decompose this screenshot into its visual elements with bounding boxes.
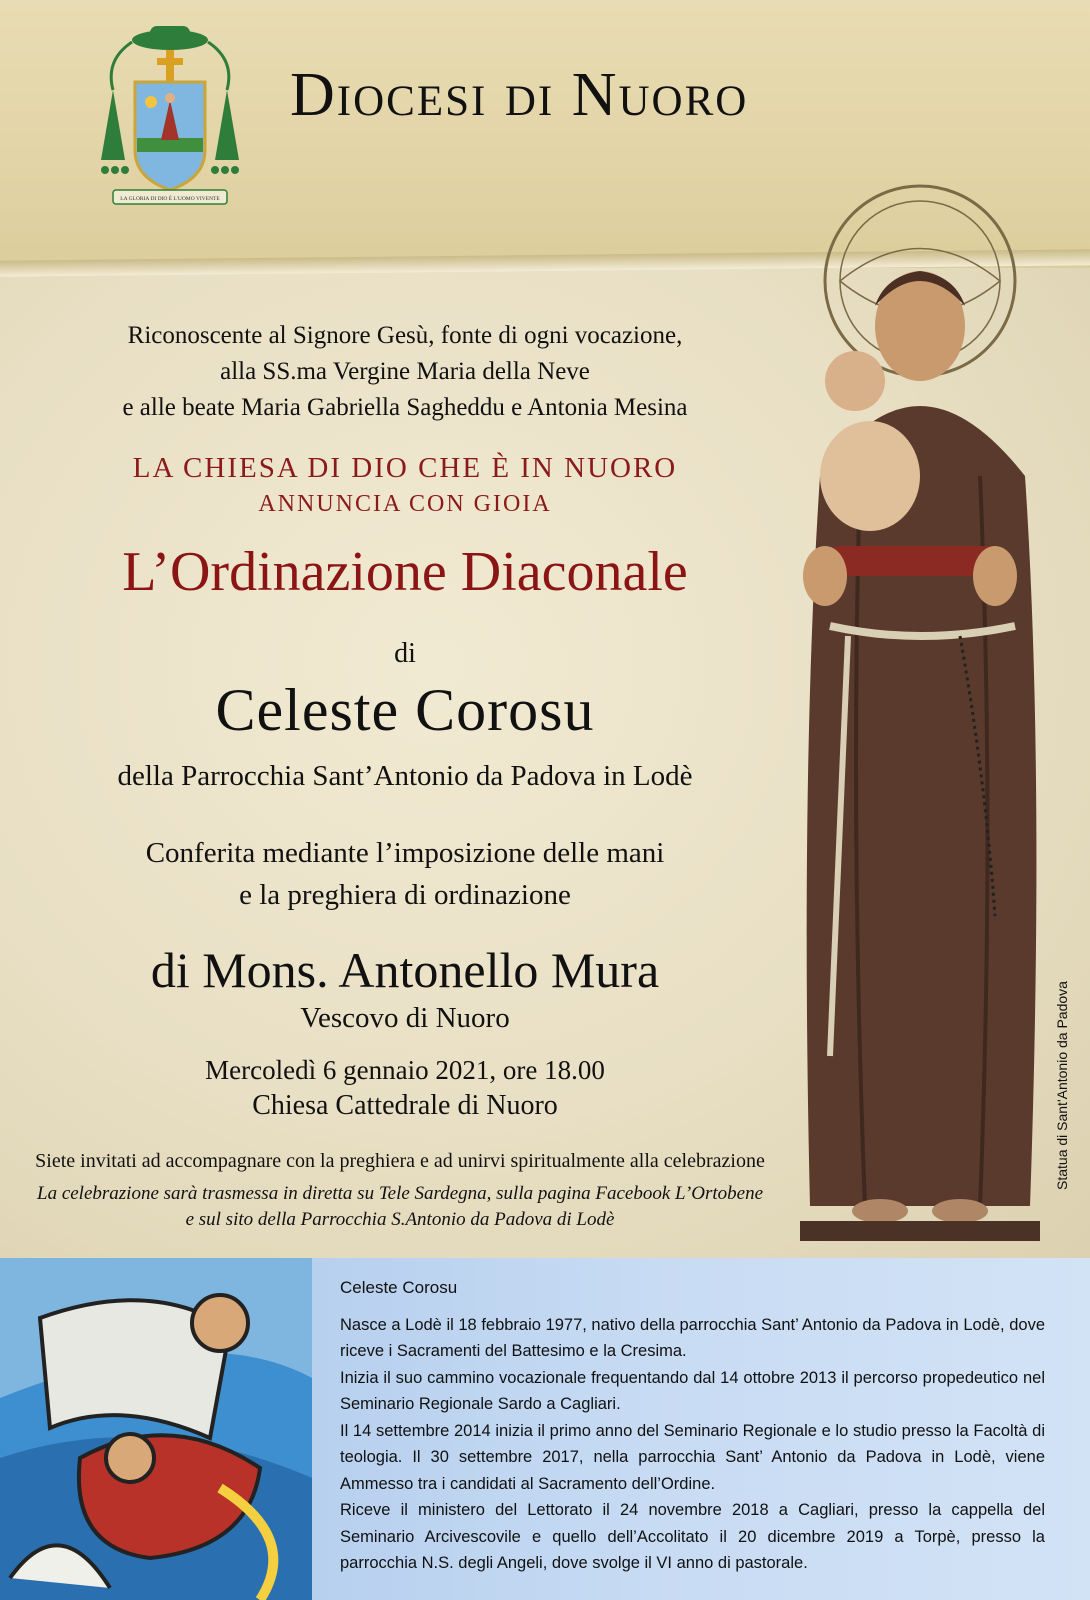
event-di: di — [394, 638, 416, 669]
conferred-text — [0, 832, 810, 916]
saint-anthony-statue-image — [770, 176, 1070, 1246]
broadcast-line: La celebrazione sarà trasmessa in diretta su Tele Sardegna, sulla pagina Facebook L’Ortobene — [37, 1183, 763, 1204]
intro-text — [0, 318, 810, 426]
diocese-crest-icon — [95, 20, 245, 215]
announcement-line-2: ANNUNCIA CON GIOIA — [258, 491, 552, 517]
event-datetime: Mercoledì 6 gennaio 2021, ore 18.00 — [205, 1055, 605, 1085]
broadcast-text — [10, 1181, 790, 1233]
biography-paragraph: Nasce a Lodè il 18 febbraio 1977, nativo della parrocchia Sant’ Antonio da Padova in Lodè, dove riceve i Sacramenti del Battesimo e la Cresima. — [340, 1315, 1045, 1360]
event-title: L’Ordinazione Diaconale — [122, 541, 688, 603]
page-title: Diocesi di Nuoro — [290, 61, 749, 129]
biography-paragraph: Riceve il ministero del Lettorato il 24 novembre 2018 a Cagliari, presso la cappella del Seminario Arcivescovile e quello dell’Accolitato il 20 dicembre 2019 a Torpè, presso la parrocchia N.S. degli Angeli, dove svolge il VI anno di pastorale. — [340, 1501, 1045, 1572]
broadcast-line: e sul sito della Parrocchia S.Antonio da Padova di Lodè — [185, 1209, 615, 1230]
biography-title: Celeste Corosu — [340, 1278, 458, 1297]
announcement-line-1: LA CHIESA DI DIO CHE È IN NUORO — [132, 452, 678, 484]
intro-line: Riconoscente al Signore Gesù, fonte di ogni vocazione, — [127, 322, 683, 349]
stained-glass-image — [0, 1258, 312, 1600]
statue-caption: Statua di Sant'Antonio da Padova — [1054, 981, 1070, 1190]
conferred-line: Conferita mediante l’imposizione delle mani — [145, 837, 665, 869]
biography-paragraph: Il 14 settembre 2014 inizia il primo anno del Seminario Regionale e lo studio presso la Facoltà di teologia. Il 30 settembre 2017, nella parrocchia Sant’ Antonio da Padova in Lodè, viene Ammesso tra i candidati al Sacramento dell’Ordine. — [340, 1421, 1045, 1493]
candidate-name: Celeste Corosu — [215, 677, 595, 743]
bishop-name: di Mons. Antonello Mura — [150, 942, 660, 998]
invitation-text: Siete invitati ad accompagnare con la preghiera e ad unirvi spiritualmente alla celebrazione — [35, 1150, 765, 1172]
intro-line: e alle beate Maria Gabriella Sagheddu e Antonia Mesina — [122, 394, 688, 421]
bishop-title: Vescovo di Nuoro — [300, 1002, 510, 1034]
candidate-parish: della Parrocchia Sant’Antonio da Padova in Lodè — [117, 760, 693, 792]
biography-paragraph: Inizia il suo cammino vocazionale frequentando dal 14 ottobre 2013 il percorso propedeutico nel Seminario Regionale Sardo a Cagliari. — [340, 1368, 1045, 1413]
biography — [340, 1275, 1045, 1577]
intro-line: alla SS.ma Vergine Maria della Neve — [220, 358, 590, 385]
event-place: Chiesa Cattedrale di Nuoro — [252, 1090, 558, 1121]
conferred-line: e la preghiera di ordinazione — [239, 879, 571, 911]
crest-motto: LA GLORIA DI DIO È L'UOMO VIVENTE — [120, 196, 220, 202]
